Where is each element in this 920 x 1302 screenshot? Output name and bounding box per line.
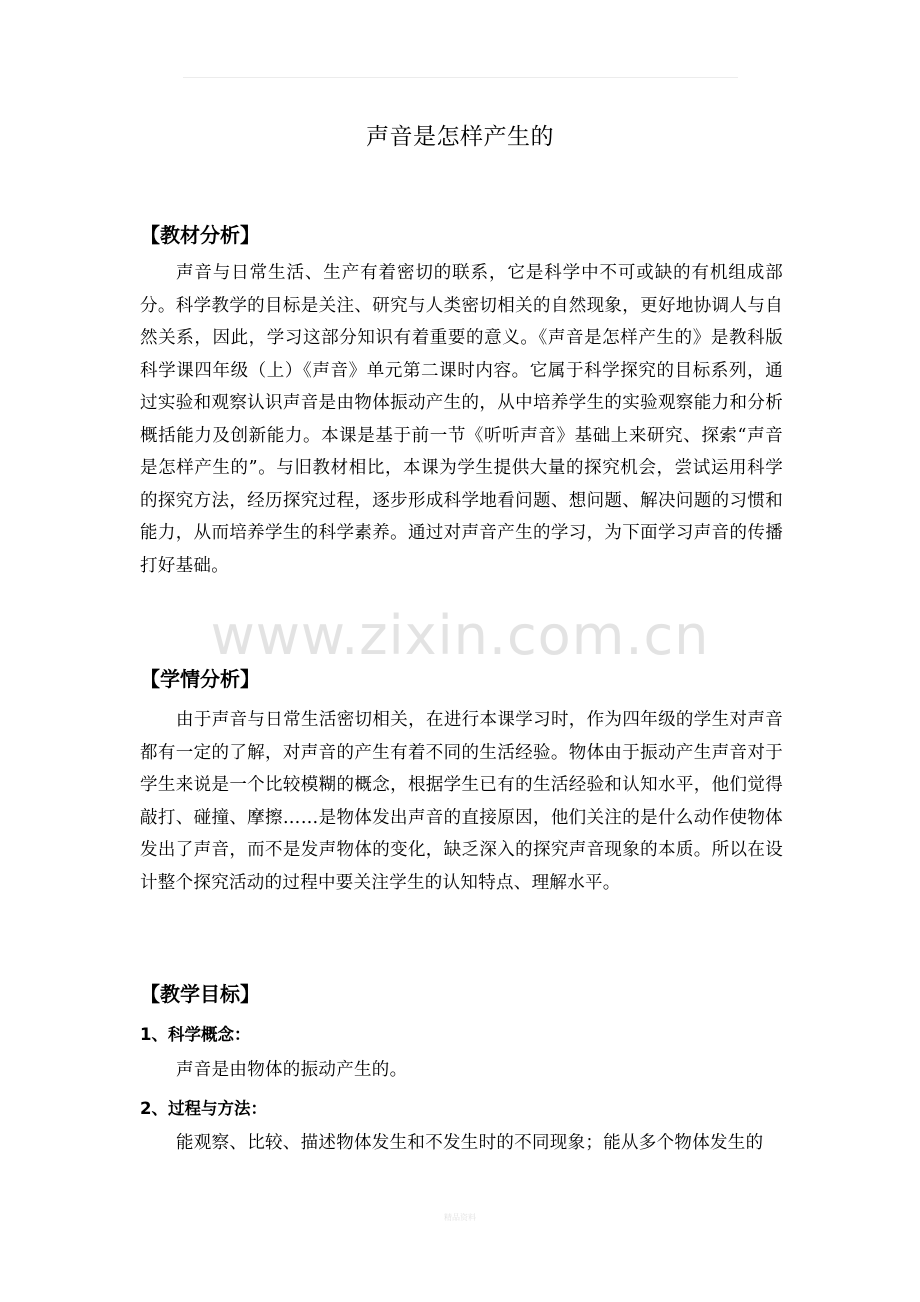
- watermark: www.zixin.com.cn: [210, 604, 710, 667]
- section-heading-student-analysis: 【学情分析】: [140, 667, 260, 691]
- goal-label-process-method: 2、过程与方法：: [140, 1099, 267, 1118]
- header-rule: [183, 77, 738, 78]
- goal-text-science-concept: 声音是由物体的振动产生的。: [176, 1060, 408, 1080]
- document-title: 声音是怎样产生的: [366, 124, 554, 150]
- section-heading-textbook-analysis: 【教材分析】: [140, 223, 260, 247]
- goal-label-science-concept: 1、科学概念：: [140, 1025, 251, 1044]
- paragraph-student-analysis: 由于声音与日常生活密切相关，在进行本课学习时，作为四年级的学生对声音都有一定的了解，对声音的产生有着不同的生活经验。物体由于振动产生声音对于学生来说是一个比较模糊的概念，根据学生已有的生活经验和认知水平，他们觉得敲打、碰撞、摩擦……是物体发出声音的直接原因，他们关注的是什么动作使物体发出了声音，而不是发声物体的变化，缺乏深入的探究声音现象的本质。所以在设计整个探究活动的过程中要关注学生的认知特点、理解水平。: [140, 710, 783, 893]
- page-footer: 精品资料: [444, 1213, 476, 1222]
- goal-text-process-method: 能观察、比较、描述物体发生和不发生时的不同现象；能从多个物体发生的: [176, 1133, 764, 1153]
- section-heading-teaching-goals: 【教学目标】: [140, 982, 260, 1006]
- paragraph-textbook-analysis: 声音与日常生活、生产有着密切的联系，它是科学中不可或缺的有机组成部分。科学教学的目标是关注、研究与人类密切相关的自然现象，更好地协调人与自然关系，因此，学习这部分知识有着重要的意义。《声音是怎样产生的》是教科版科学课四年级（上）《声音》单元第二课时内容。它属于科学探究的目标系列，通过实验和观察认识声音是由物体振动产生的，从中培养学生的实验观察能力和分析概括能力及创新能力。本课是基于前一节《听听声音》基础上来研究、探索“声音是怎样产生的”。与旧教材相比，本课为学生提供大量的探究机会，尝试运用科学的探究方法，经历探究过程，逐步形成科学地看问题、想问题、解决问题的习惯和能力，从而培养学生的科学素养。通过对声音产生的学习，为下面学习声音的传播打好基础。: [140, 263, 783, 576]
